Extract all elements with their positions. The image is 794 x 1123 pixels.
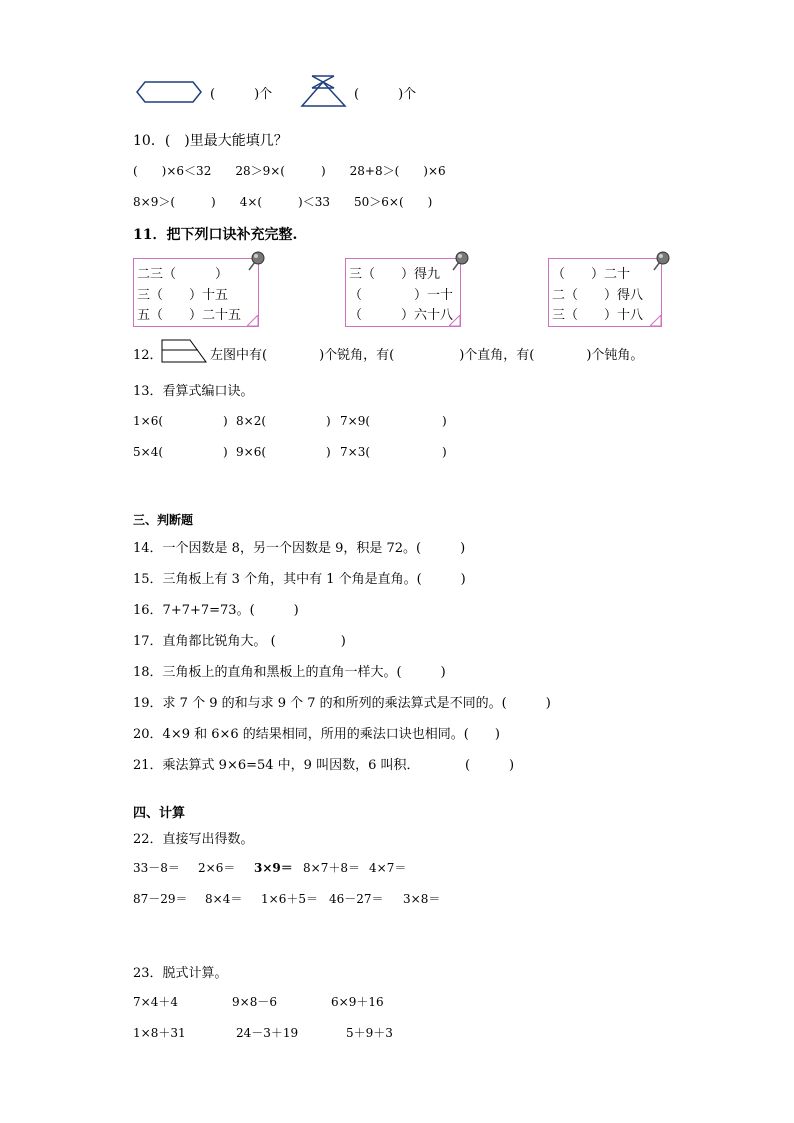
section-4-title: 四、计算 [133,806,186,821]
q12-number: 12． [133,348,163,363]
q17: 17．直角都比锐角大。 ( ) [133,634,346,649]
triangle-count-blank: ( )个 [354,87,417,102]
q23-r2-b: 24－3＋19 [236,1026,299,1040]
q10-line1: ( )×6＜32 28＞9×( ) 28+8＞( )×6 [133,164,446,178]
q23-r2-a: 1×8＋31 [133,1026,186,1040]
hexagon-figure [135,80,203,104]
q22-r1-d: 8×7＋8＝ [303,861,360,875]
q20: 20．4×9 和 6×6 的结果相同，所用的乘法口诀也相同。( ) [133,727,500,742]
q19: 19．求 7 个 9 的和与求 9 个 7 的和所列的乘法算式是不同的。( ) [133,696,551,711]
q22-r1-c: 3×9＝ [254,861,293,875]
q22-title: 22．直接写出得数。 [133,832,254,847]
q13-title: 13．看算式编口诀。 [133,384,254,399]
q11-title: 11．把下列口诀补充完整. [133,227,298,243]
q12-text: 左图中有( )个锐角，有( )个直角，有( )个钝角。 [210,348,644,363]
q21: 21．乘法算式 9×6=54 中，9 叫因数，6 叫积． ( ) [133,758,515,773]
q23-r1-a: 7×4＋4 [133,995,178,1009]
q13-row2-a: 5×4( ) [133,445,228,459]
q22-r2-a: 87－29＝ [133,892,188,906]
q18: 18．三角板上的直角和黑板上的直角一样大。( ) [133,665,446,680]
q22-r2-d: 46－27＝ [329,892,384,906]
q23-r1-c: 6×9＋16 [331,995,384,1009]
card-fold-corner [449,315,461,327]
q22-r1-b: 2×6＝ [198,861,236,875]
card3-line1: （ ）二十 [552,267,631,282]
q10-title: 10．( )里最大能填几？ [133,133,288,149]
q22-r1-e: 4×7＝ [369,861,407,875]
q22-r2-e: 3×8＝ [403,892,441,906]
card1-line3: 五（ ）二十五 [137,308,242,323]
trapezoid-figure [160,338,210,364]
pushpin-icon [245,250,267,272]
q13-row1-b: 8×2( ) [236,414,331,428]
card3-line3: 三（ ）十八 [552,308,644,323]
mnemonic-card-3 [548,258,662,327]
card2-line1: 三（ ）得九 [349,267,441,282]
pushpin-icon [449,250,471,272]
card2-line2: （ ）一十 [349,288,454,303]
card3-line2: 二（ ）得八 [552,288,644,303]
q23-title: 23．脱式计算。 [133,966,228,981]
q23-r2-c: 5＋9＋3 [346,1026,393,1040]
q13-row1-a: 1×6( ) [133,414,228,428]
card2-line3: （ ）六十八 [349,308,454,323]
q16: 16．7+7+7=73。( ) [133,603,299,618]
card1-line2: 三（ ）十五 [137,288,229,303]
mnemonic-card-2 [345,258,461,327]
q22-r2-c: 1×6＋5＝ [261,892,318,906]
card1-line1: 二三（ ） [137,267,229,282]
card-fold-corner [650,315,662,327]
q23-r1-b: 9×8－6 [232,995,277,1009]
q13-row2-c: 7×3( ) [340,445,447,459]
mnemonic-card-1 [133,258,259,327]
card-fold-corner [247,315,259,327]
q13-row1-c: 7×9( ) [340,414,447,428]
q10-line2: 8×9＞( ) 4×( )＜33 50＞6×( ) [133,195,433,209]
q14: 14．一个因数是 8，另一个因数是 9，积是 72。( ) [133,541,466,556]
q13-row2-b: 9×6( ) [236,445,331,459]
q15: 15．三角板上有 3 个角，其中有 1 个角是直角。( ) [133,572,466,587]
q22-r1-a: 33－8＝ [133,861,180,875]
hexagon-count-blank: ( )个 [210,87,273,102]
triangles-figure [300,74,348,108]
pushpin-icon [650,250,672,272]
q22-r2-b: 8×4＝ [205,892,243,906]
section-3-title: 三、判断题 [133,513,194,527]
